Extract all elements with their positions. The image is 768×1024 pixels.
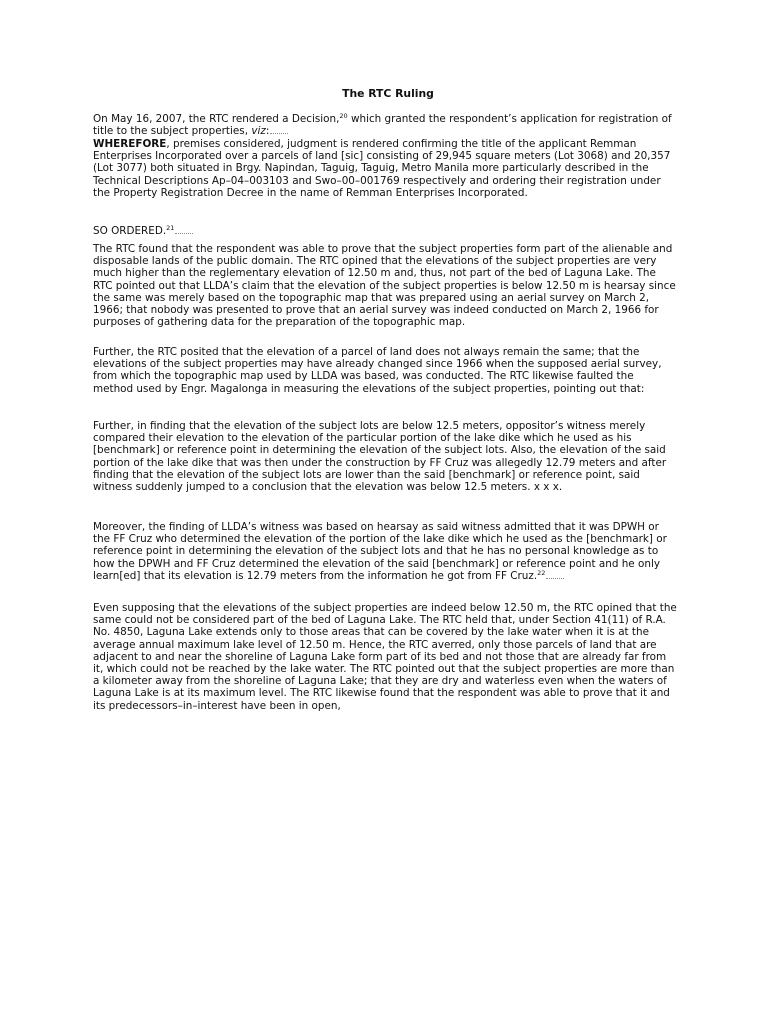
emphasis-viz: viz — [251, 125, 266, 138]
paragraph-text: which granted the respondent’s application for registration of title to the subject properties, — [93, 113, 672, 138]
footnote-ref-22[interactable]: 22 — [537, 568, 546, 577]
paragraph-text: , premises considered, judgment is rendered confirming the title of the applicant Remman Enterprises Incorporated over a parcels of land [sic] consisting of 29,945 square meters (Lot 3068) and 20,357 (Lot 3077) both situated in Brgy. Napindan, Taguig, Taguig, Metro Manila more particularly described in the Technical Descriptions Ap–04–003103 and Swo–00–001769 respectively and ordering their registration under the Property Registration Decree in the name of Remman Enterprises Incorporated. — [93, 138, 671, 199]
paragraph-so-ordered — [93, 225, 677, 237]
paragraph-decision — [93, 113, 677, 137]
footnote-ref-21[interactable]: 21 — [166, 224, 175, 232]
footnote-dots — [546, 570, 564, 579]
footnote-dots — [175, 225, 193, 234]
paragraph-quote-witness: Further, in finding that the elevation of the subject lots are below 12.5 meters, oppositor’s witness merely compared their elevation to the elevation of the particular portion of the lake dike which he used as his [benchmark] or reference point in determining the elevation of the subject lots. Also, the elevation of the said portion of the lake dike that was then under the construction by FF Cruz was allegedly 12.79 meters and after finding that the elevation of the subject lots are lower than the said [benchmark] or reference point, said witness suddenly jumped to a conclusion that the elevation was below 12.5 meters. x x x. — [93, 420, 667, 494]
paragraph-quote-hearsay — [93, 521, 677, 582]
paragraph-rtc-findings: The RTC found that the respondent was able to prove that the subject properties form part of the alienable and disposable lands of the public domain. The RTC opined that the elevations of the subject properties are very much higher than the reglementary elevation of 12.50 m and, thus, not part of the bed of Laguna Lake. The RTC pointed out that LLDA’s claim that the elevation of the subject properties is below 12.50 m is hearsay since the same was merely based on the topographic map that was prepared using an aerial survey on March 2, 1966; that nobody was presented to prove that an aerial survey was indeed conducted on March 2, 1966 for purposes of gathering data for the preparation of the topographic map. — [93, 243, 676, 329]
footnote-dots — [270, 125, 288, 134]
document-page — [93, 0, 683, 1024]
footnote-ref-20[interactable]: 20 — [339, 112, 348, 120]
paragraph-text: Moreover, the finding of LLDA’s witness was based on hearsay as said witness admitted that it was DPWH or the FF Cruz who determined the elevation of the portion of the lake dike which he used as the [benchmark] or reference point in determining the elevation of the subject lots and that he has no personal knowledge as to how the DPWH and FF Cruz determined the elevation of the said [benchmark] or reference point and he only learn[ed] that its elevation is 12.79 meters from the information he got from FF Cruz. — [93, 521, 667, 582]
paragraph-even-supposing: Even supposing that the elevations of the subject properties are indeed below 12.50 m, the RTC opined that the same could not be considered part of the bed of Laguna Lake. The RTC held that, under Section 41(11) of R.A. No. 4850, Laguna Lake extends only to those areas that can be covered by the lake water when it is at the average annual maximum lake level of 12.50 m. Hence, the RTC averred, only those parcels of land that are adjacent to and near the shoreline of Laguna Lake form part of its bed and not those that are already far from it, which could not be reached by the lake water. The RTC pointed out that the subject properties are more than a kilometer away from the shoreline of Laguna Lake; that they are dry and waterless even when the waters of Laguna Lake is at its maximum level. The RTC likewise found that the respondent was able to prove that it and its predecessors–in–interest have been in open, — [93, 602, 677, 712]
paragraph-wherefore — [93, 138, 677, 199]
paragraph-text: SO ORDERED. — [93, 225, 167, 237]
wherefore-keyword: WHEREFORE — [93, 138, 167, 150]
paragraph-text: : — [265, 125, 270, 138]
paragraph-rtc-posited: Further, the RTC posited that the elevation of a parcel of land does not always remain the same; that the elevations of the subject properties may have already changed since 1966 when the supposed aerial survey, from which the topographic map used by LLDA was based, was conducted. The RTC likewise faulted the method used by Engr. Magalonga in measuring the elevations of the subject properties, pointing out that: — [93, 346, 662, 395]
paragraph-text: On May 16, 2007, the RTC rendered a Decision, — [93, 113, 340, 125]
document-title: The RTC Ruling — [342, 87, 434, 100]
